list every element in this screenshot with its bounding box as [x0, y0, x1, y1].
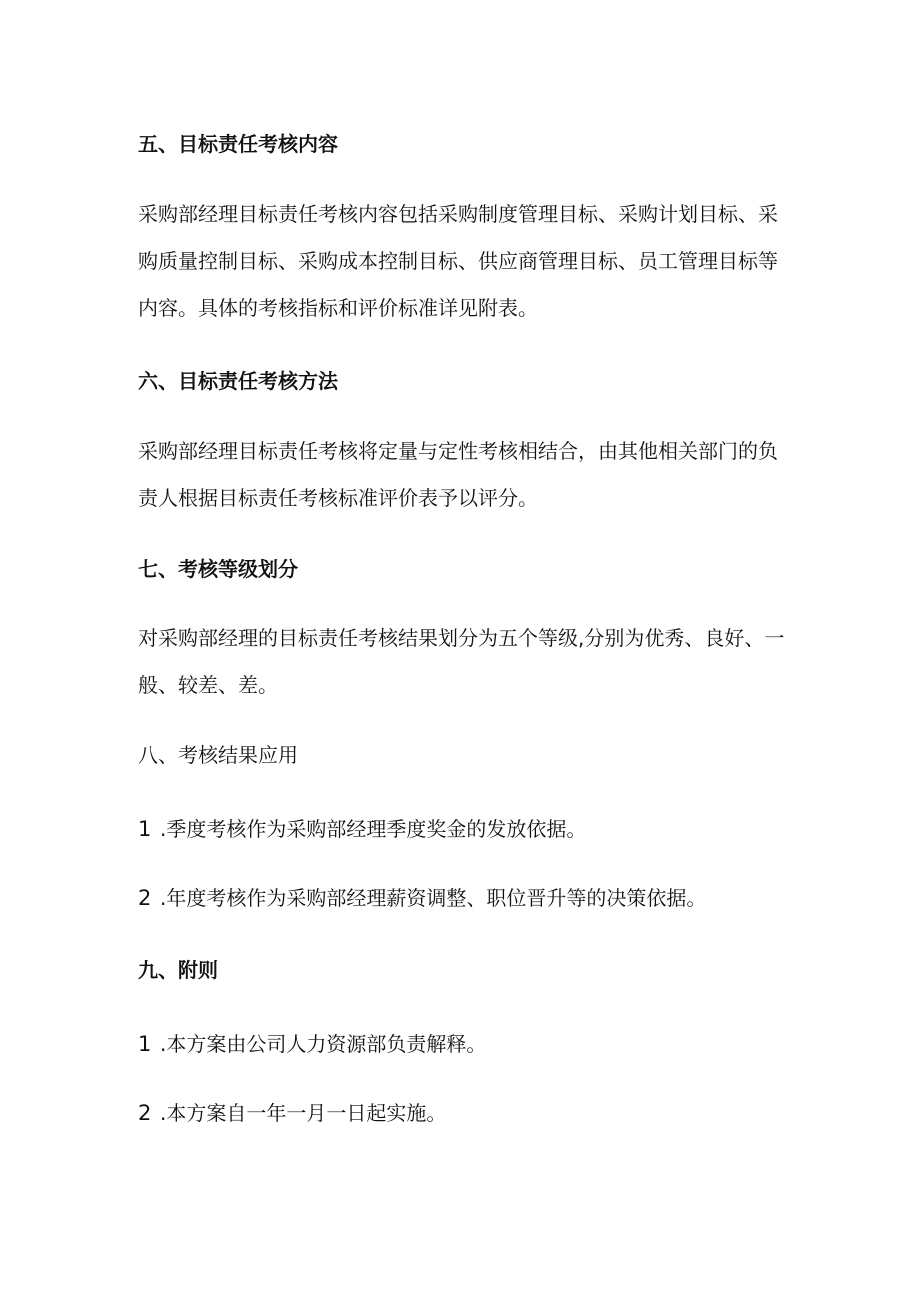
- section-5-heading: 五、目标责任考核内容: [138, 132, 338, 156]
- list-item-number: 2: [138, 1101, 152, 1125]
- section-8-heading: 八、考核结果应用: [138, 743, 298, 767]
- list-item-number: 2: [138, 886, 152, 910]
- section-9-item-2: [138, 1103, 788, 1123]
- section-6-body-line-1: 采购部经理目标责任考核将定量与定性考核相结合，由其他相关部门的负: [138, 439, 778, 463]
- list-item-text: .本方案由公司人力资源部负责解释。: [160, 1032, 487, 1056]
- section-9-heading: 九、附则: [138, 958, 218, 982]
- section-6-body-line-2: 责人根据目标责任考核标准评价表予以评分。: [138, 486, 538, 510]
- section-7-body-line-2: 般、较差、差。: [138, 673, 278, 697]
- list-item-text: .季度考核作为采购部经理季度奖金的发放依据。: [160, 817, 587, 841]
- list-item-number: 1: [138, 1032, 152, 1056]
- section-7-body: [138, 615, 788, 709]
- section-8-item-2: [138, 888, 788, 908]
- section-6-heading: 六、目标责任考核方法: [138, 369, 338, 393]
- section-5-body-line-2: 购质量控制目标、采购成本控制目标、供应商管理目标、员工管理目标等: [138, 249, 778, 273]
- section-5-body-line-3: 内容。具体的考核指标和评价标准详见附表。: [138, 296, 538, 320]
- section-8-item-1: [138, 819, 788, 839]
- section-9-item-1: [138, 1034, 788, 1054]
- list-item-text: .年度考核作为采购部经理薪资调整、职位晋升等的决策依据。: [160, 886, 707, 910]
- section-7-body-line-1: 对采购部经理的目标责任考核结果划分为五个等级,分别为优秀、良好、一: [138, 626, 785, 650]
- list-item-text: .本方案自一年一月一日起实施。: [160, 1101, 447, 1125]
- section-5-body: [138, 191, 788, 332]
- section-6-body: [138, 428, 788, 522]
- list-item-number: 1: [138, 817, 152, 841]
- section-7-heading: 七、考核等级划分: [138, 557, 298, 581]
- section-5-body-line-1: 采购部经理目标责任考核内容包括采购制度管理目标、采购计划目标、采: [138, 202, 778, 226]
